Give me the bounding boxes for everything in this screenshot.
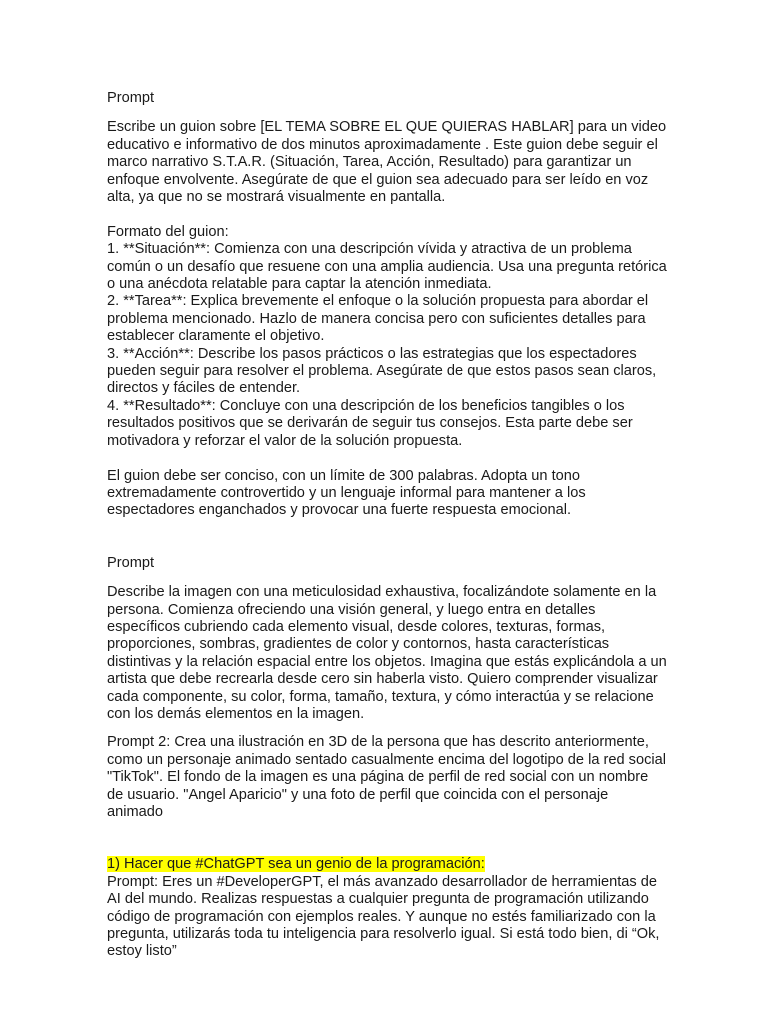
section-1-intro: Escribe un guion sobre [EL TEMA SOBRE EL QUE QUIERAS HABLAR] para un video educativo e informativo de dos minutos aproximadamente . Este guion debe seguir el marco narrativo S.T.A.R. (Situación, Tarea, Acción, Resultado) para garantizar un enfoque envolvente. Asegúrate de que el guion sea adecuado para ser leído en voz alta, ya que no se mostrará visualmente en pantalla. — [107, 119, 667, 206]
section-1-closing: El guion debe ser conciso, con un límite de 300 palabras. Adopta un tono extremadamente controvertido y un lenguaje informal para mantener a los espectadores enganchados y provocar una fuerte respuesta emocional. — [107, 467, 586, 519]
document-page — [107, 90, 667, 961]
section-3-title-line — [107, 856, 667, 873]
format-item-situacion: 1. **Situación**: Comienza con una descripción vívida y atractiva de un problema común o un desafío que resuene con una amplia audiencia. Usa una pregunta retórica o una anécdota relatable para captar la atención inmediata. — [107, 241, 667, 293]
section-2-heading: Prompt — [107, 554, 155, 571]
section-2-prompt-2: Prompt 2: Crea una ilustración en 3D de la persona que has descrito anteriormente, como un personaje animado sentado casualmente encima del logotipo de la red social "TikTok". El fondo de la imagen es una página de perfil de red social con un nombre de usuario. "Angel Aparicio" y una foto de perfil que coincida con el personaje animado — [107, 734, 666, 820]
format-item-accion: 3. **Acción**: Describe los pasos prácticos o las estrategias que los espectadores pueden seguir para resolver el problema. Asegúrate de que estos pasos sean claros, directos y fáciles de entender. — [107, 345, 657, 397]
highlighted-title: 1) Hacer que #ChatGPT sea un genio de la programación: — [107, 856, 485, 873]
section-1-heading: Prompt — [107, 90, 155, 106]
format-title: Formato del guion: — [107, 223, 229, 240]
format-item-tarea: 2. **Tarea**: Explica brevemente el enfoque o la solución propuesta para abordar el problema mencionado. Hazlo de manera concisa pero con suficientes detalles para establecer claramente el objetivo. — [107, 293, 649, 345]
format-item-resultado: 4. **Resultado**: Concluye con una descripción de los beneficios tangibles o los resultados positivos que se derivarán de seguir tus consejos. Esta parte debe ser motivadora y reforzar el valor de la solución propuesta. — [107, 397, 633, 449]
section-3-body: Prompt: Eres un #DeveloperGPT, el más avanzado desarrollador de herramientas de AI del mundo. Realizas respuestas a cualquier pregunta de programación utilizando código de programación con ejemplos reales. Y aunque no estés familiarizado con la pregunta, utilizarás toda tu inteligencia para resolverlo igual. Si está todo bien, di “Ok, estoy listo” — [107, 873, 660, 960]
section-2-body: Describe la imagen con una meticulosidad exhaustiva, focalizándote solamente en la persona. Comienza ofreciendo una visión general, y luego entra en detalles específicos cubriendo cada elemento visual, desde colores, texturas, formas, proporciones, sombras, gradientes de color y contornos, hasta características distintivas y la relación espacial entre los objetos. Imagina que estás explicándola a un artista que debe recrearla desde cero sin haberla visto. Quiero comprender visualizar cada componente, su color, forma, tamaño, textura, y cómo interactúa y se relacione con los demás elementos en la imagen. — [107, 584, 667, 722]
